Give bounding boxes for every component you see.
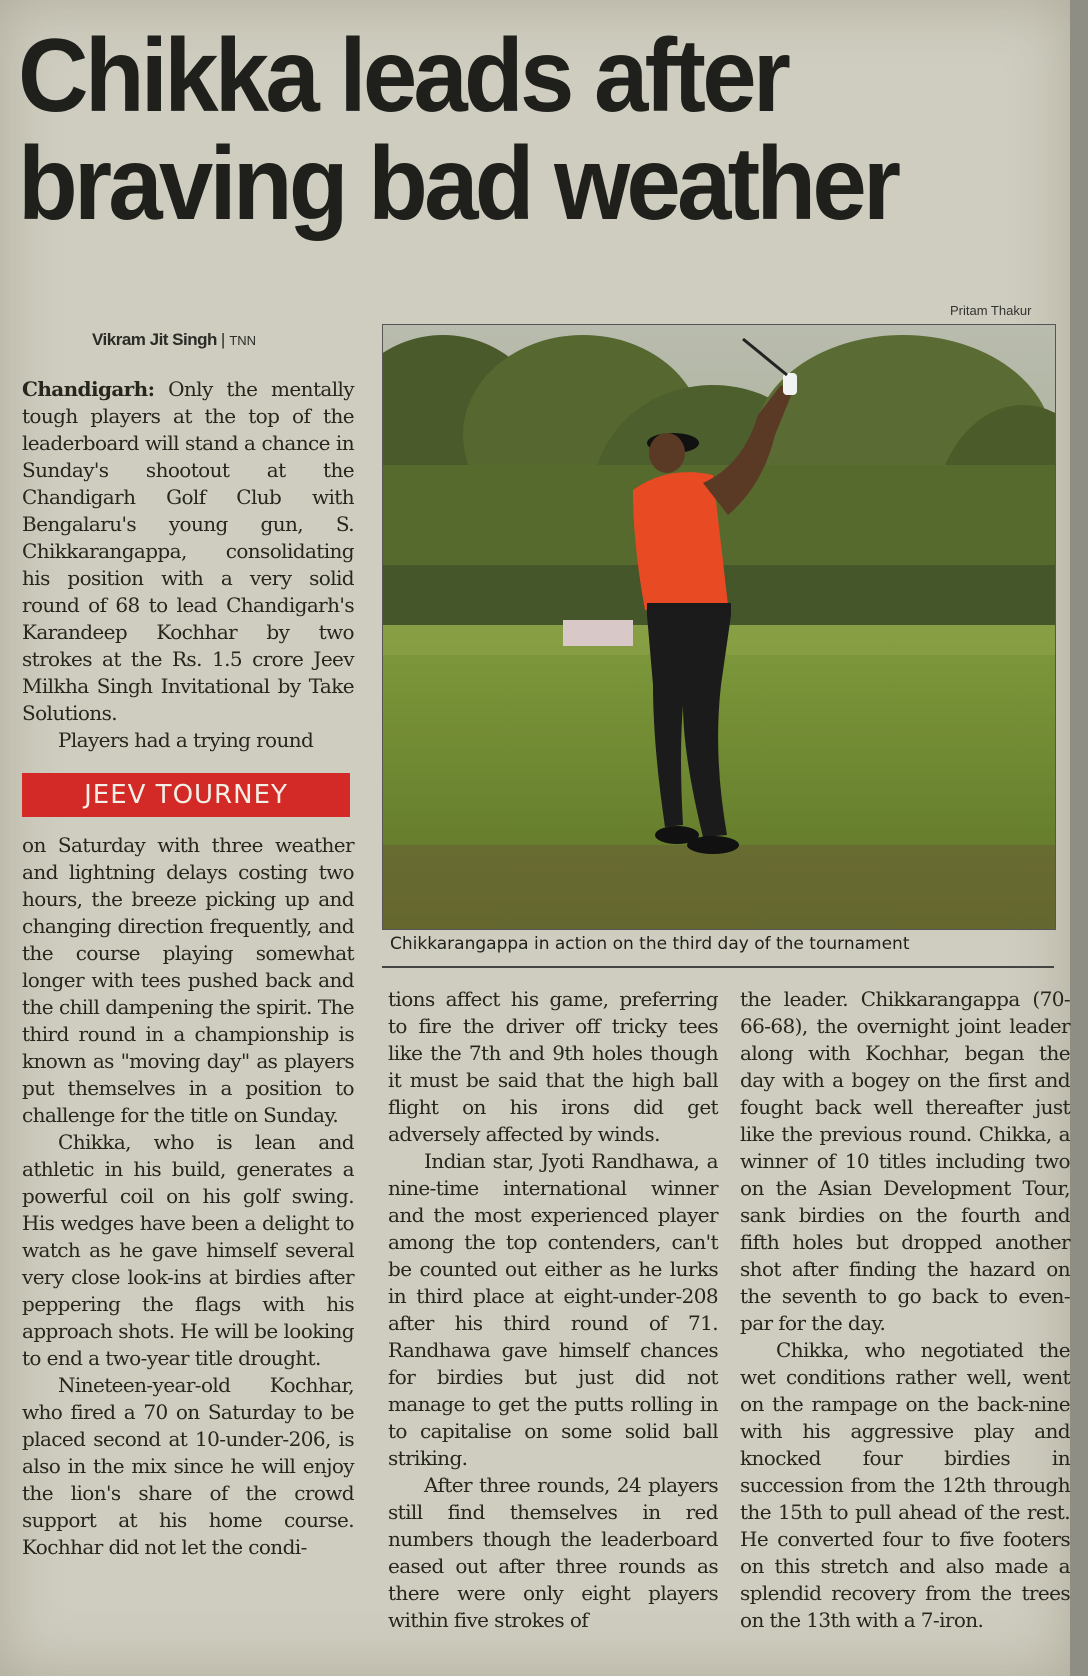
paragraph: the leader. Chikkarangappa (70-66-68), the overnight joint leader along with Kochhar, began the day with a bogey on the first and fought back well thereafter just like the previous round. Chikka, a winner of 10 titles including two on the Asian Development Tour, sank birdies on the fourth and fifth holes but dropped another shot after finding the hazard on the seventh to go back to even-par for the day.: [740, 987, 1070, 1335]
paragraph: Players had a trying round: [58, 728, 314, 752]
paragraph: After three rounds, 24 players still find themselves in red numbers though the leaderboard eased out after three rounds as there were only eight players within five strokes of: [388, 1473, 718, 1632]
article-column-2: [388, 986, 718, 1634]
lead-paragraph: [22, 376, 354, 727]
golfer-photo: [382, 324, 1056, 930]
photo-credit: Pritam Thakur: [950, 303, 1032, 318]
paragraph: on Saturday with three weather and lightning delays costing two hours, the breeze picking up and changing direction frequently, and the course playing somewhat longer with tees pushed back and the chill dampening the spirit. The third round in a championship is known as "moving day" as players put themselves in a position to challenge for the title on Sunday.: [22, 833, 354, 1127]
byline-separator: |: [220, 330, 226, 349]
article-column-1-bottom: [22, 832, 354, 1561]
headline: Chikka leads after braving bad weather: [18, 18, 898, 242]
dateline: Chandigarh:: [22, 377, 155, 401]
article-column-1-top: [22, 376, 354, 754]
byline-agency: TNN: [229, 333, 257, 348]
caption-rule: [382, 966, 1054, 968]
paragraph: Nineteen-year-old Kochhar, who fired a 70 on Saturday to be placed second at 10-under-206, is also in the mix since he will enjoy the lion's share of the crowd support at his home course. Kochhar did not let the condi-: [22, 1373, 354, 1559]
article-column-3: [740, 986, 1070, 1634]
lead-text: Only the mentally tough players at the top of the leaderboard will stand a chance in Sunday's shootout at the Chandigarh Golf Club with Bengalaru's young gun, S. Chikkarangappa, consolidating his position with a very solid round of 68 to lead Chandigarh's Karandeep Kochhar by two strokes at the Rs. 1.5 crore Jeev Milkha Singh Invitational by Take Solutions.: [22, 377, 354, 725]
paragraph: tions affect his game, preferring to fire the driver off tricky tees like the 7th and 9th holes though it must be said that the high ball flight on his irons did get adversely affected by winds.: [388, 987, 718, 1146]
paragraph: Indian star, Jyoti Randhawa, a nine-time international winner and the most experienced player among the top contenders, can't be counted out either as he lurks in third place at eight-under-208 after his third round of 71. Randhawa gave himself chances for birdies but just did not manage to get the putts rolling in to capitalise on some solid ball striking.: [388, 1149, 718, 1470]
section-tag: JEEV TOURNEY: [22, 773, 350, 817]
byline: [92, 330, 256, 350]
photo-caption: Chikkarangappa in action on the third day of the tournament: [390, 934, 910, 954]
paragraph: Chikka, who negotiated the wet conditions rather well, went on the rampage on the back-nine with his aggressive play and knocked four birdies in succession from the 12th through the 15th to pull ahead of the rest. He converted four to five footers on this stretch and also made a splendid recovery from the trees on the 13th with a 7-iron.: [740, 1338, 1070, 1632]
byline-author: Vikram Jit Singh: [92, 330, 217, 349]
paragraph: Chikka, who is lean and athletic in his build, generates a powerful coil on his golf swing. His wedges have been a delight to watch as he gave himself several very close look-ins at birdies after peppering the flags with his approach shots. He will be looking to end a two-year title drought.: [22, 1130, 354, 1370]
distant-sign: [563, 620, 633, 646]
